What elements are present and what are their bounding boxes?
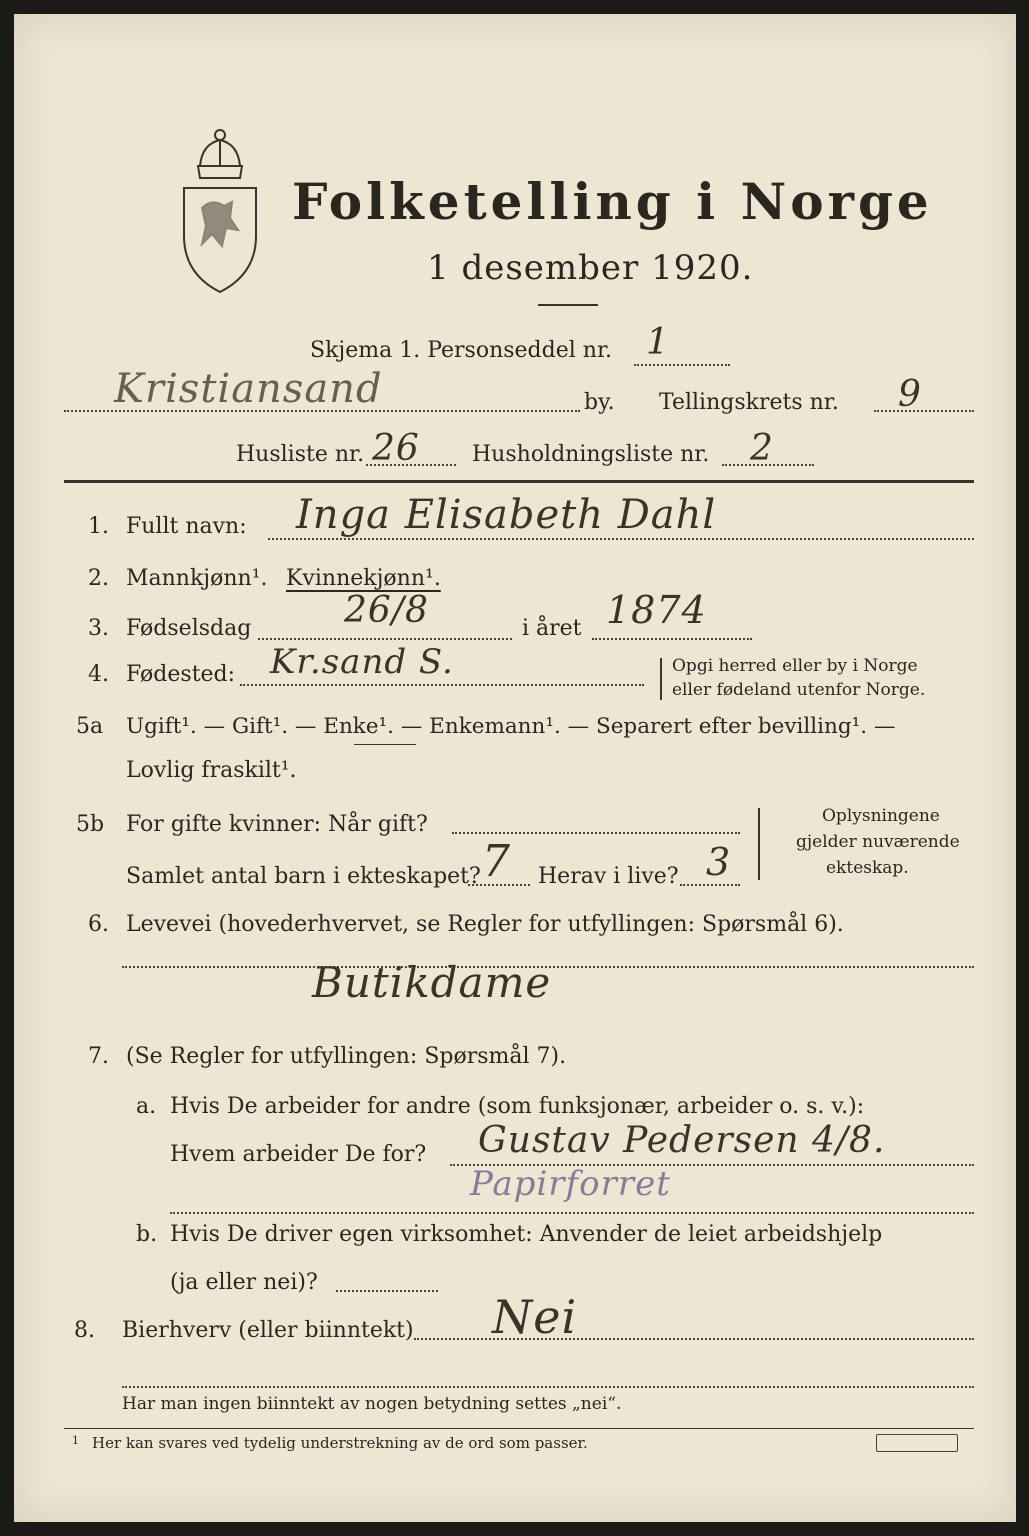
q6-label: Levevei (hovederhvervet, se Regler for utfyllingen: Spørsmål 6). bbox=[126, 912, 844, 937]
header-divider bbox=[64, 480, 974, 483]
q8-label: Bierhverv (eller biinntekt) bbox=[122, 1318, 414, 1343]
q4-value[interactable]: Kr.sand S. bbox=[270, 642, 454, 682]
q4-number: 4. bbox=[88, 662, 109, 687]
q7-number: 7. bbox=[88, 1044, 109, 1069]
q1-value-line bbox=[268, 538, 974, 540]
krets-value-line bbox=[874, 410, 974, 412]
schema-value[interactable]: 1 bbox=[646, 322, 670, 363]
q8-value[interactable]: Nei bbox=[492, 1290, 578, 1344]
q4-note-brace bbox=[660, 658, 662, 700]
q1-number: 1. bbox=[88, 514, 109, 539]
q4-note-line2: eller fødeland utenfor Norge. bbox=[672, 680, 926, 700]
city-value[interactable]: Kristiansand bbox=[114, 366, 383, 412]
husliste-label: Husliste nr. bbox=[236, 442, 365, 467]
q5a-number: 5a bbox=[76, 714, 104, 739]
q7a-value2[interactable]: Papirforret bbox=[470, 1164, 671, 1204]
q7a-line1: Hvis De arbeider for andre (som funksjonær, arbeider o. s. v.): bbox=[170, 1094, 865, 1119]
q7b-line1: Hvis De driver egen virksomhet: Anvender de leiet arbeidshjelp bbox=[170, 1222, 883, 1247]
q4-value-line bbox=[240, 684, 644, 686]
q2-option-female[interactable]: Kvinnekjønn¹. bbox=[286, 566, 441, 591]
q7b-letter: b. bbox=[136, 1222, 158, 1247]
q5a-options[interactable]: Ugift¹. — Gift¹. — Enke¹. — Enkemann¹. — Separert efter bevilling¹. — bbox=[126, 714, 896, 739]
coat-of-arms-icon bbox=[172, 126, 268, 296]
q3-year-value[interactable]: 1874 bbox=[606, 588, 707, 632]
q5a-enke-underline bbox=[354, 744, 416, 745]
q5a-options-line2[interactable]: Lovlig fraskilt¹. bbox=[126, 758, 297, 783]
q5b-number: 5b bbox=[76, 812, 105, 837]
q5b-note-brace bbox=[758, 808, 760, 880]
footer-dotted-line bbox=[122, 1386, 974, 1388]
q5b-note-line2: gjelder nuværende bbox=[796, 832, 960, 852]
page-title: Folketelling i Norge bbox=[292, 172, 933, 231]
q3-number: 3. bbox=[88, 616, 109, 641]
krets-label: Tellingskrets nr. bbox=[659, 390, 839, 415]
husholdning-value[interactable]: 2 bbox=[750, 428, 774, 469]
q4-label: Fødested: bbox=[126, 662, 236, 687]
q3-day-value[interactable]: 26/8 bbox=[344, 590, 429, 631]
q7a-value-line2 bbox=[170, 1212, 974, 1214]
printer-stamp bbox=[876, 1434, 958, 1452]
q5b-married-line bbox=[452, 832, 740, 834]
q7a-line2: Hvem arbeider De for? bbox=[170, 1142, 427, 1167]
q6-value[interactable]: Butikdame bbox=[312, 958, 552, 1007]
q7b-value-line bbox=[336, 1290, 438, 1292]
title-divider bbox=[538, 304, 598, 306]
q1-label: Fullt navn: bbox=[126, 514, 247, 539]
q2-number: 2. bbox=[88, 566, 109, 591]
q7b-line2: (ja eller nei)? bbox=[170, 1270, 318, 1295]
q6-number: 6. bbox=[88, 912, 109, 937]
q1-value[interactable]: Inga Elisabeth Dahl bbox=[296, 492, 717, 538]
q3-year-label: i året bbox=[522, 616, 582, 641]
q5b-note-line3: ekteskap. bbox=[826, 858, 909, 878]
q3-day-line bbox=[258, 638, 512, 640]
husholdning-label: Husholdningsliste nr. bbox=[472, 442, 710, 467]
q5b-note-line1: Oplysningene bbox=[822, 806, 940, 826]
q5b-married-label: For gifte kvinner: Når gift? bbox=[126, 812, 428, 837]
q5b-alive-line bbox=[680, 884, 740, 886]
footnote-divider bbox=[64, 1428, 974, 1429]
footnote-text: Her kan svares ved tydelig understrekning av de ord som passer. bbox=[92, 1434, 588, 1452]
q3-label: Fødselsdag bbox=[126, 616, 252, 641]
husliste-value[interactable]: 26 bbox=[372, 428, 420, 469]
q2-option-male[interactable]: Mannkjønn¹. bbox=[126, 566, 268, 591]
schema-value-line bbox=[634, 364, 730, 366]
q7-label: (Se Regler for utfyllingen: Spørsmål 7). bbox=[126, 1044, 567, 1069]
q4-note-line1: Opgi herred eller by i Norge bbox=[672, 656, 918, 676]
q5b-children-value[interactable]: 7 bbox=[482, 836, 511, 887]
schema-label: Skjema 1. Personseddel nr. bbox=[310, 338, 613, 363]
krets-value[interactable]: 9 bbox=[898, 374, 922, 415]
footer-note: Har man ingen biinntekt av nogen betydning settes „nei“. bbox=[122, 1394, 622, 1414]
q5b-children-label: Samlet antal barn i ekteskapet? bbox=[126, 864, 481, 889]
q5b-alive-label: Herav i live? bbox=[538, 864, 679, 889]
q7a-letter: a. bbox=[136, 1094, 157, 1119]
census-form-page bbox=[14, 14, 1016, 1522]
q8-number: 8. bbox=[74, 1318, 95, 1343]
by-label: by. bbox=[584, 390, 615, 415]
q3-year-line bbox=[592, 638, 752, 640]
q5b-alive-value[interactable]: 3 bbox=[706, 840, 732, 884]
census-date: 1 desember 1920. bbox=[427, 248, 754, 288]
footnote-mark: 1 bbox=[72, 1434, 79, 1447]
q7a-value[interactable]: Gustav Pedersen 4/8. bbox=[478, 1120, 886, 1161]
